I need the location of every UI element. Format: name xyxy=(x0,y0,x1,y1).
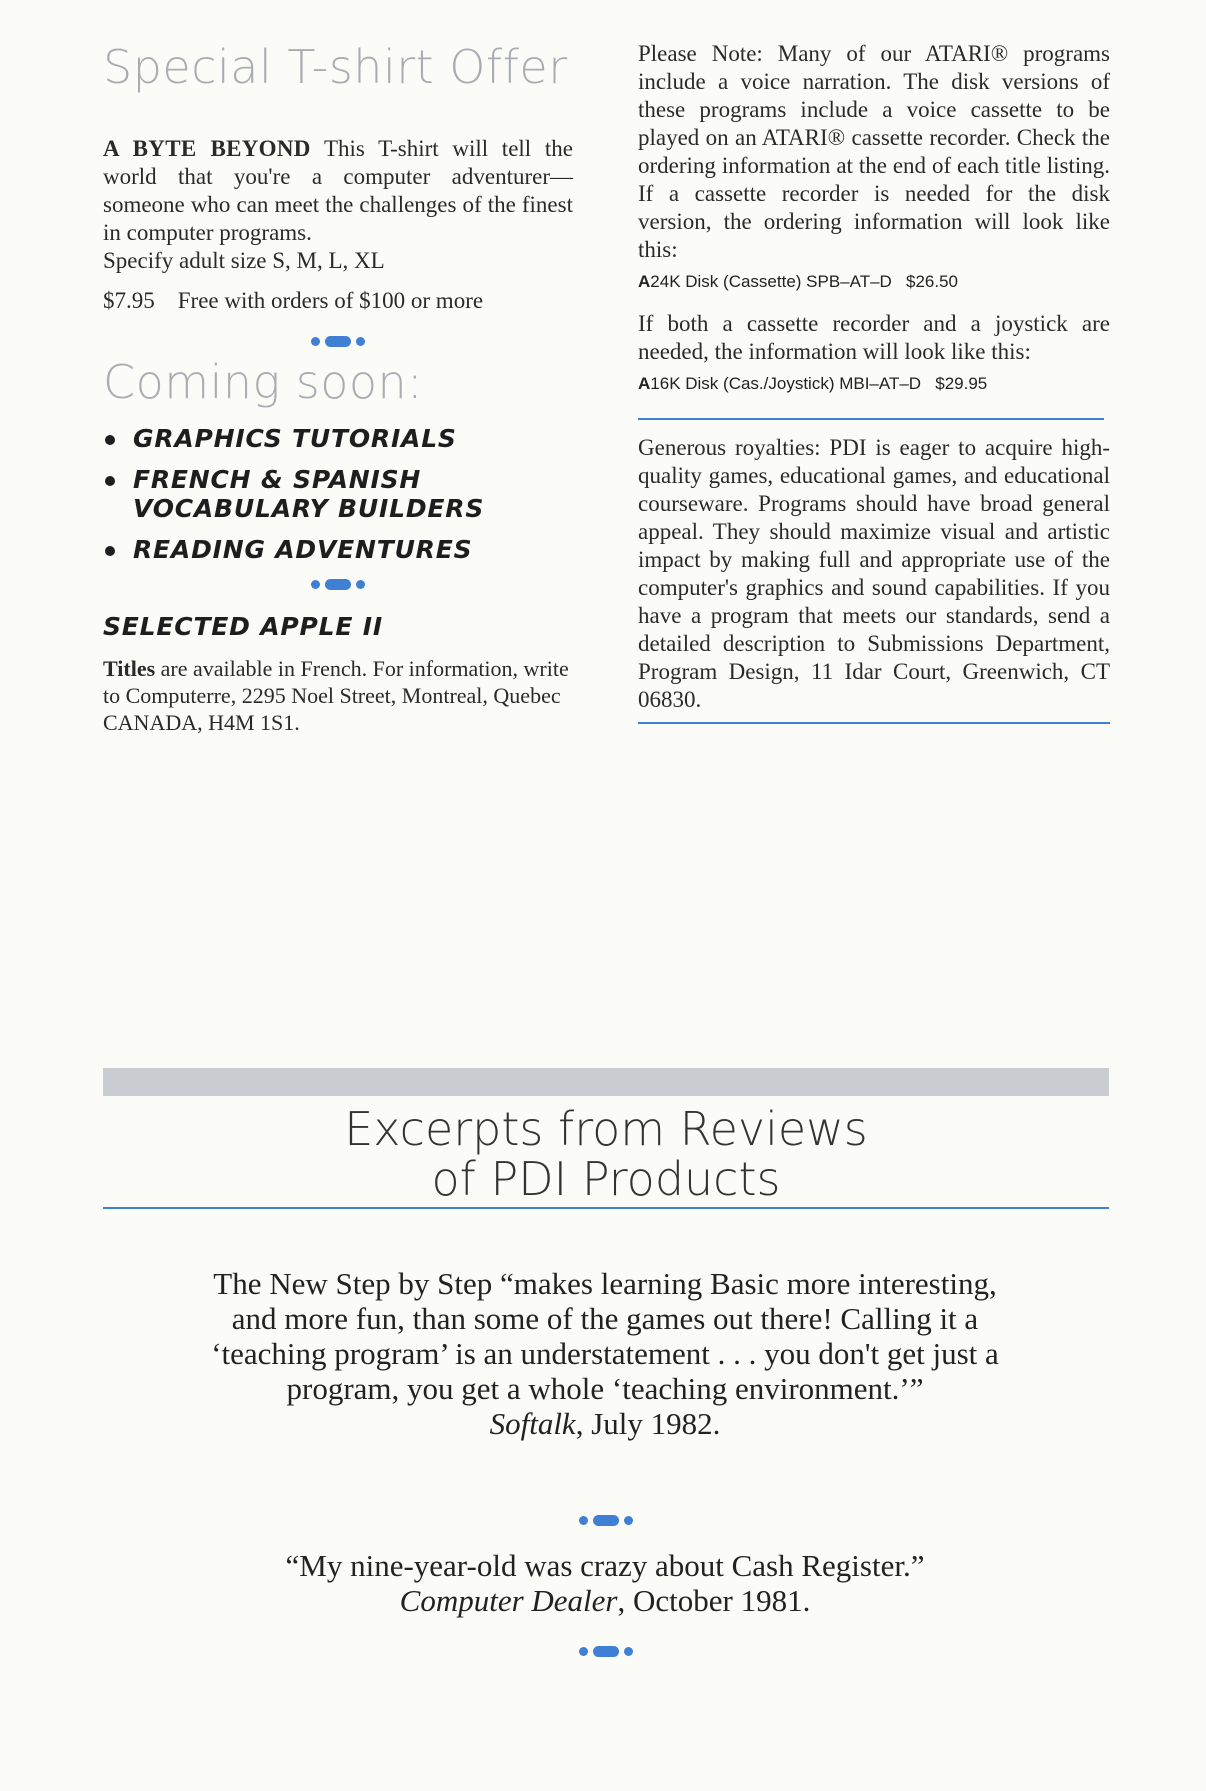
ornament-divider xyxy=(103,576,573,592)
ornament-divider xyxy=(103,1643,1109,1659)
apple-heading: SELECTED APPLE II xyxy=(103,612,383,642)
order-example-1-prefix: A xyxy=(638,272,651,291)
tshirt-free-offer: Free with orders of $100 or more xyxy=(177,288,484,314)
order-example-1-text: 24K Disk (Cassette) SPB–AT–D xyxy=(650,272,892,291)
ornament-divider xyxy=(103,333,573,349)
right-column xyxy=(638,40,1110,724)
coming-soon-item: GRAPHICS TUTORIALS xyxy=(103,424,573,453)
section-band xyxy=(103,1068,1109,1096)
divider-rule xyxy=(638,722,1110,724)
order-example-1 xyxy=(638,272,1110,292)
order-example-2-prefix: A xyxy=(638,374,651,393)
atari-note-para2: If both a cassette recorder and a joystick are needed, the information will look like this: xyxy=(638,311,1110,364)
review-quote-2-text: “My nine-year-old was crazy about Cash Register.” xyxy=(285,1548,925,1583)
order-example-1-price: $26.50 xyxy=(906,272,958,291)
review-quote-2 xyxy=(190,1548,1020,1618)
apple-lead: Titles xyxy=(103,656,156,682)
coming-soon-item: FRENCH & SPANISH VOCABULARY BUILDERS xyxy=(103,465,573,523)
reviews-rule xyxy=(103,1207,1109,1209)
tshirt-description xyxy=(103,135,573,247)
reviews-title xyxy=(103,1104,1109,1204)
order-example-2-price: $29.95 xyxy=(935,374,988,393)
coming-soon-list xyxy=(103,424,573,564)
review-source-2-date: , October 1981. xyxy=(617,1583,811,1618)
coming-soon-item: READING ADVENTURES xyxy=(103,535,573,564)
review-source-1-date: , July 1982. xyxy=(575,1406,721,1441)
coming-soon-heading: Coming soon: xyxy=(103,355,424,410)
review-quote-1 xyxy=(190,1266,1020,1441)
apple-text xyxy=(103,655,573,736)
review-source-2-pub: Computer Dealer xyxy=(399,1583,618,1618)
tshirt-price: $7.95 xyxy=(103,288,155,314)
left-column xyxy=(103,40,573,736)
tshirt-sizes: Specify adult size S, M, L, XL xyxy=(103,248,385,274)
apple-body: are available in French. For information, write to Computerre, 2295 Noel Street, Montreal, Quebec CANADA, H4M 1S1. xyxy=(103,656,569,736)
review-source-1-pub: Softalk xyxy=(489,1406,576,1441)
tshirt-heading: Special T-shirt Offer xyxy=(103,40,568,94)
royalties-text: Generous royalties: PDI is eager to acquire high-quality games, educational games, and educational courseware. Programs should have broad general appeal. They should maximize visual and artistic impact by making full and appropriate use of the computer's graphics and sound capabilities. If you have a program that meets our standards, send a detailed description to Submissions Department, Program Design, 11 Idar Court, Greenwich, CT 06830. xyxy=(638,435,1110,712)
review-quote-1-text: The New Step by Step “makes learning Basic more interesting, and more fun, than some of the games out there! Calling it a ‘teaching program’ is an understatement . . . you don't get just a program, you get a whole ‘teaching environment.’” xyxy=(211,1266,999,1406)
reviews-title-line2: of PDI Products xyxy=(431,1152,781,1206)
tshirt-price-line xyxy=(103,287,573,315)
order-example-2-text: 16K Disk (Cas./Joystick) MBI–AT–D xyxy=(650,374,922,393)
tshirt-product-name: A BYTE BEYOND xyxy=(103,136,311,162)
reviews-title-line1: Excerpts from Reviews xyxy=(344,1102,868,1156)
divider-rule xyxy=(638,418,1104,420)
order-example-2 xyxy=(638,374,1110,394)
ornament-divider xyxy=(103,1512,1109,1528)
atari-note-para1: Please Note: Many of our ATARI® programs include a voice narration. The disk versions of these programs include a voice cassette to be played on an ATARI® cassette recorder. Check the ordering information at the end of each title listing. If a cassette recorder is needed for the disk version, the ordering information will look like this: xyxy=(638,41,1110,262)
tshirt-description-text: This T-shirt will tell the world that you're a computer adventurer—someone who can meet the challenges of the finest in computer programs. xyxy=(103,136,573,246)
